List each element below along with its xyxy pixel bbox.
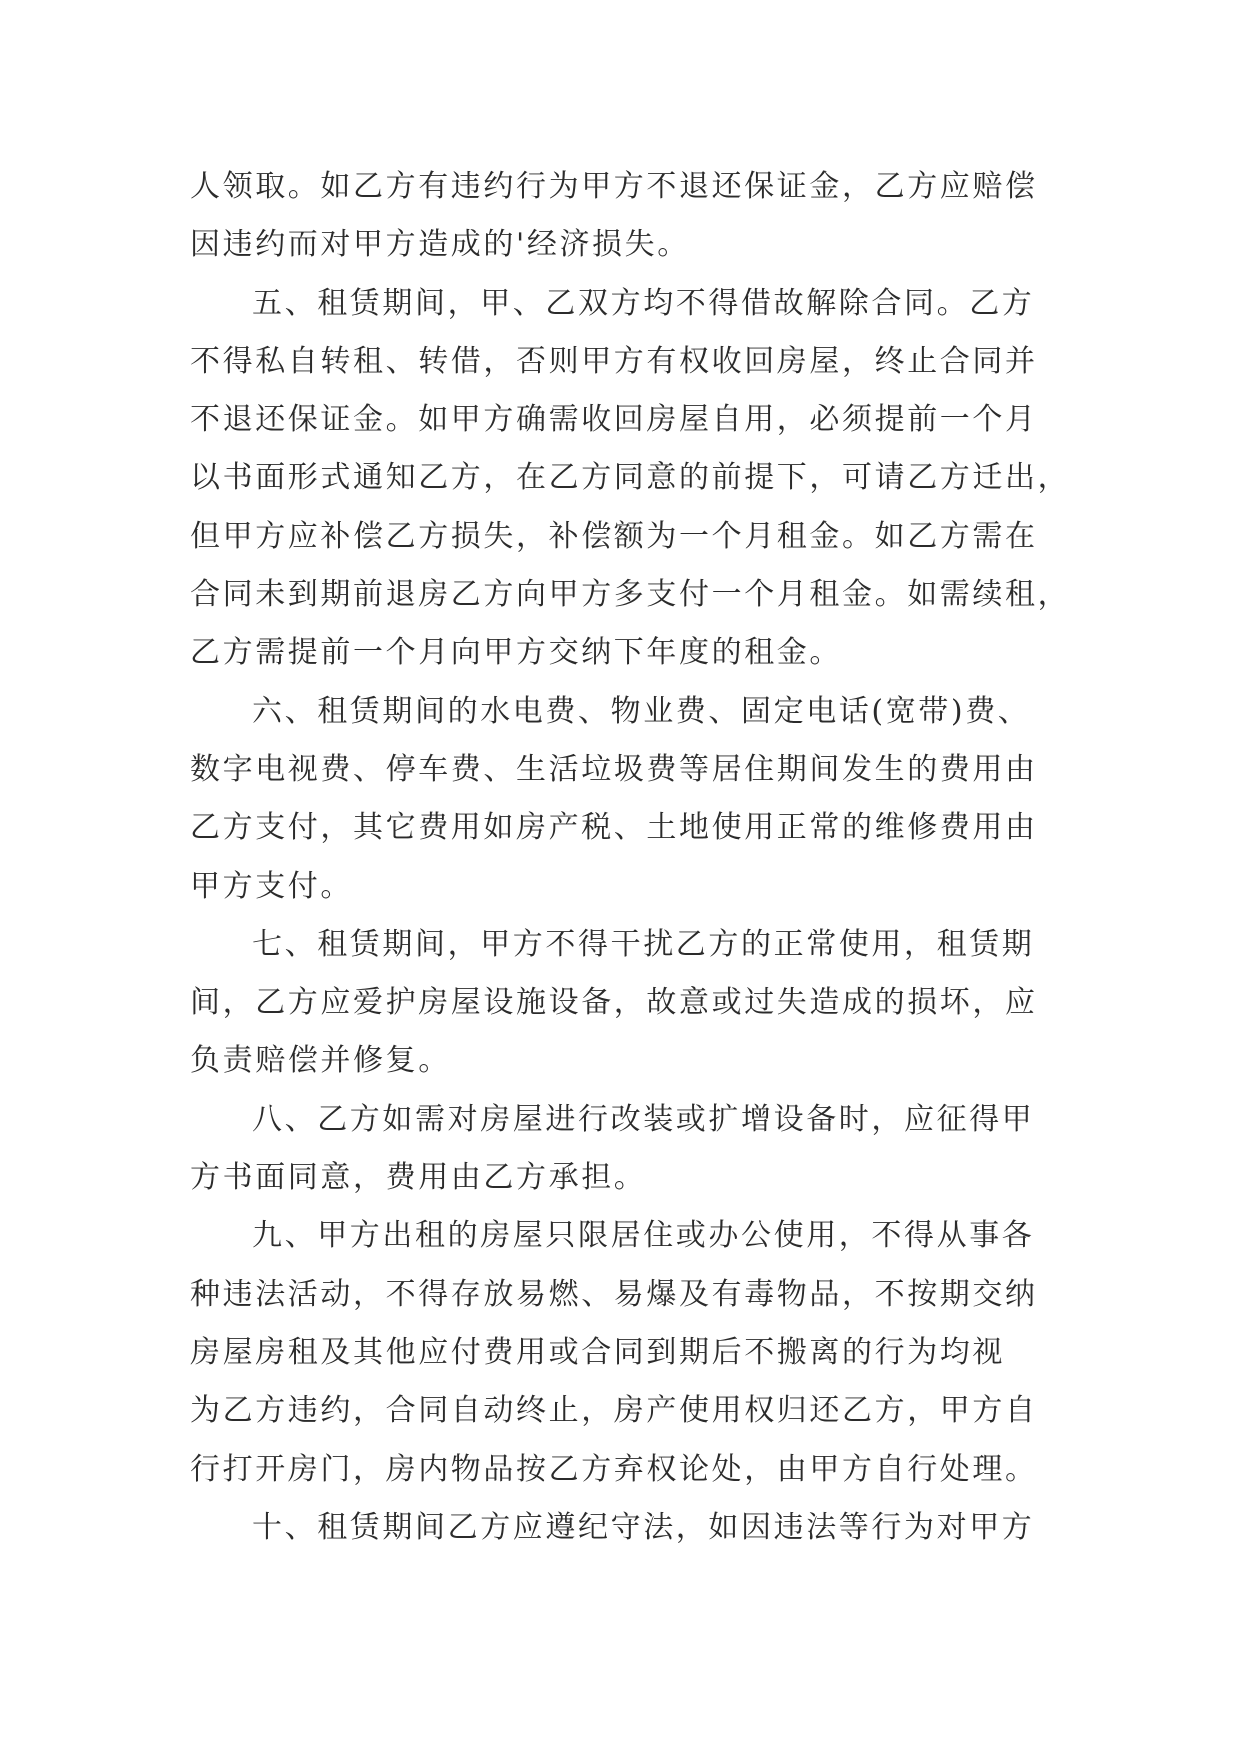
text-line: 六、租赁期间的水电费、物业费、固定电话(宽带)费、 <box>252 693 1031 729</box>
text-line: 种违法活动，不得存放易燃、易爆及有毒物品，不按期交纳 <box>190 1276 1038 1312</box>
contract-body <box>190 158 1071 1557</box>
text-line: 人领取。如乙方有违约行为甲方不退还保证金，乙方应赔偿 <box>190 169 1038 204</box>
paragraph-clause-9 <box>190 1207 1052 1498</box>
text-line: 负责赔偿并修复。 <box>190 1043 451 1079</box>
text-line: 八、乙方如需对房屋进行改装或扩增设备时，应征得甲 <box>252 1101 1035 1137</box>
text-line: 但甲方应补偿乙方损失，补偿额为一个月租金。如乙方需在 <box>190 518 1038 554</box>
paragraph-deposit-continued <box>190 158 1052 275</box>
text-line: 数字电视费、停车费、生活垃圾费等居住期间发生的费用由 <box>190 751 1038 787</box>
paragraph-clause-7 <box>190 916 1052 1091</box>
text-line: 甲方支付。 <box>190 868 353 904</box>
text-line: 方书面同意，费用由乙方承担。 <box>190 1160 647 1196</box>
paragraph-clause-6 <box>190 683 1052 916</box>
text-line: 十、租赁期间乙方应遵纪守法，如因违法等行为对甲方 <box>252 1509 1035 1545</box>
text-line: 间，乙方应爱护房屋设施设备，故意或过失造成的损坏，应 <box>190 985 1038 1021</box>
text-line: 行打开房门，房内物品按乙方弃权论处，由甲方自行处理。 <box>190 1451 1038 1487</box>
text-line: 九、甲方出租的房屋只限居住或办公使用，不得从事各 <box>252 1218 1035 1254</box>
paragraph-clause-8 <box>190 1091 1052 1208</box>
text-line: 房屋房租及其他应付费用或合同到期后不搬离的行为均视 <box>190 1334 1005 1370</box>
text-line: 七、租赁期间，甲方不得干扰乙方的正常使用，租赁期 <box>252 926 1035 962</box>
text-line: 因违约而对甲方造成的'经济损失。 <box>190 227 690 263</box>
paragraph-clause-10 <box>190 1499 1052 1557</box>
paragraph-clause-5 <box>190 275 1071 683</box>
text-line: 乙方需提前一个月向甲方交纳下年度的租金。 <box>190 635 842 671</box>
text-line: 五、租赁期间，甲、乙双方均不得借故解除合同。乙方 <box>252 285 1035 321</box>
text-line: 合同未到期前退房乙方向甲方多支付一个月租金。如需续租， <box>190 577 1071 613</box>
text-line: 为乙方违约，合同自动终止，房产使用权归还乙方，甲方自 <box>190 1393 1038 1429</box>
text-line: 乙方支付，其它费用如房产税、土地使用正常的维修费用由 <box>190 810 1038 846</box>
text-line: 不得私自转租、转借，否则甲方有权收回房屋，终止合同并 <box>190 343 1038 379</box>
text-line: 不退还保证金。如甲方确需收回房屋自用，必须提前一个月 <box>190 402 1038 438</box>
text-line: 以书面形式通知乙方，在乙方同意的前提下，可请乙方迁出， <box>190 460 1071 496</box>
